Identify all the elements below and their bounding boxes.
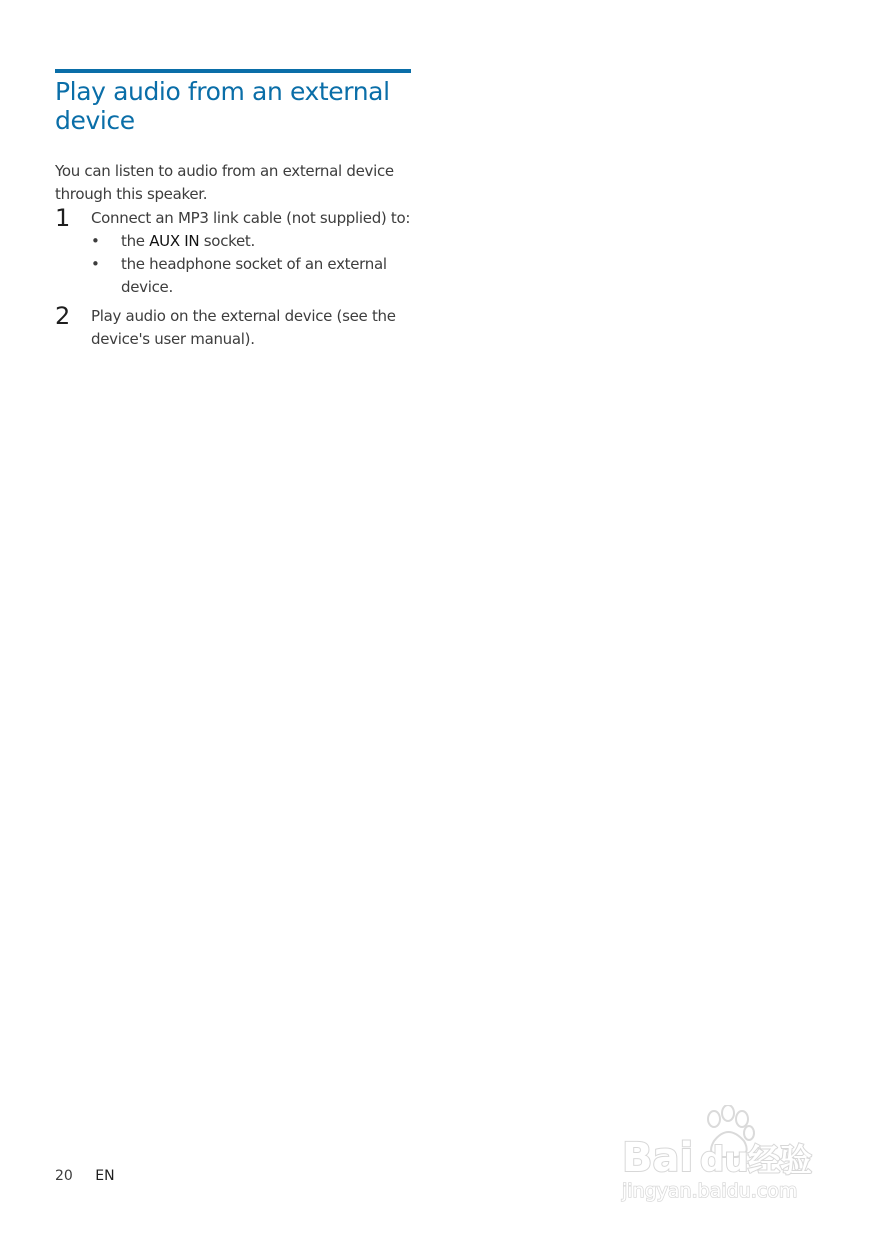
intro-paragraph: You can listen to audio from an external device through this speaker. [55,162,394,203]
bullet-item-aux-in [91,230,415,253]
step-2 [55,302,415,351]
bullet-marker: • [91,232,100,250]
step-bullets [91,230,415,299]
watermark-du: du [700,1140,749,1180]
step-1 [55,204,415,299]
bullet-item-headphone [91,253,415,299]
page-number: 20 [55,1168,73,1184]
section-title: Play audio from an external device [55,77,390,135]
watermark-url: jingyan.baidu.com [622,1180,798,1202]
step-number: 2 [55,302,70,330]
watermark-jingyan: 经验 [748,1141,813,1179]
step-number: 1 [55,204,70,232]
aux-in-label: AUX IN [149,232,200,250]
bullet-suffix: socket. [199,232,255,250]
title-rule [55,69,411,73]
step-text: Connect an MP3 link cable (not supplied) to: [91,209,411,227]
bullet-marker: • [91,255,100,273]
bullet-text: the headphone socket of an external device. [121,255,387,296]
language-code: EN [95,1168,115,1184]
baidu-watermark-logo [618,1105,828,1205]
watermark-bai: Bai [622,1135,694,1181]
bullet-prefix: the [121,232,150,250]
step-text: Play audio on the external device (see the device's user manual). [91,307,396,348]
steps-list [55,204,415,351]
page-footer [55,1166,115,1186]
